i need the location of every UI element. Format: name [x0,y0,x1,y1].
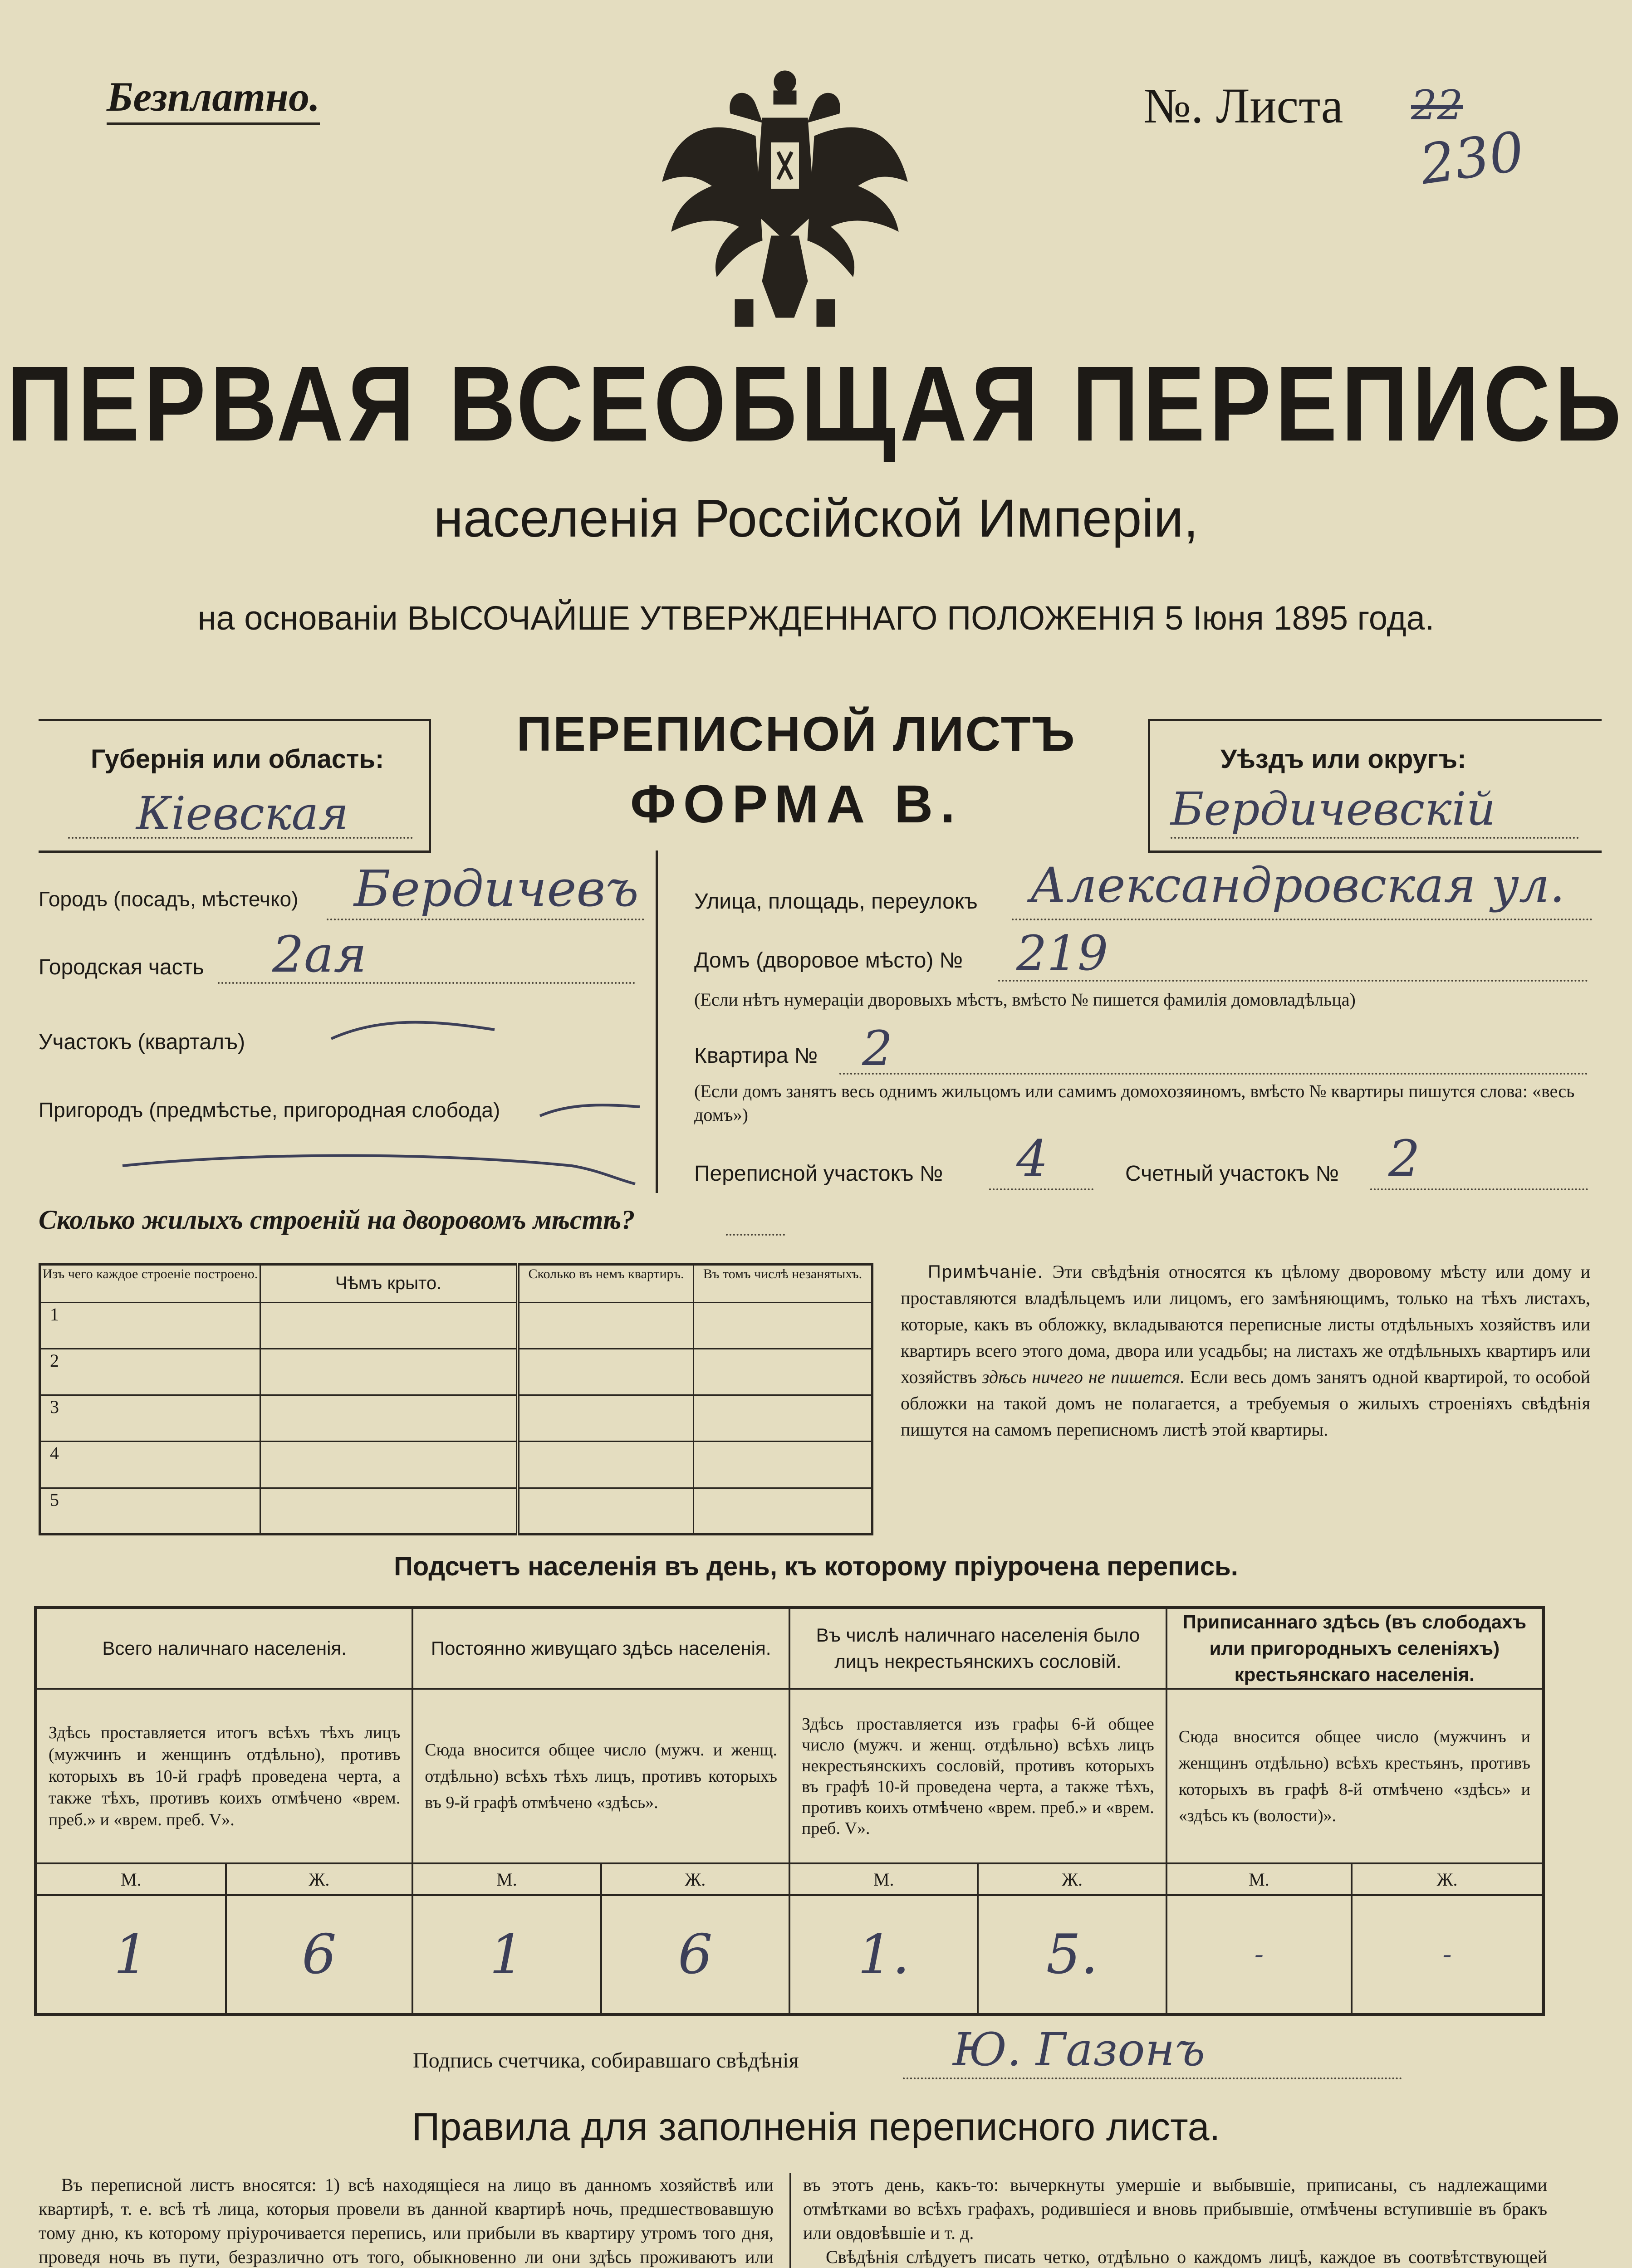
sheet-number-label: №. Листа [1143,78,1343,133]
building-row-number: 1 [40,1302,260,1349]
count-area-label: Счетный участокъ № [1125,1162,1339,1186]
census-area-value: 4 [1016,1129,1048,1188]
building-row-number: 2 [40,1349,260,1395]
buildings-question: Сколько жилыхъ строеній на дворовомъ мѣстѣ? [39,1205,635,1235]
apartment-value: 2 [862,1021,893,1076]
note-text: Эти свѣдѣнія относятся къ цѣлому дворовому мѣсту или дому и проставляются владѣльцемъ или лицомъ, его замѣняющимъ, только на тѣхъ листахъ, которые, какъ въ обложку, вкладываются переписные листы отдѣльныхъ хозяйствъ или квартиръ всего этого дома, двора или усадьбы; на листахъ же отдѣльныхъ квартиръ или хозяйствъ [901,1261,1590,1387]
note-italic: здѣсь ничего не пишется. [982,1367,1185,1387]
tally-title: Подсчетъ населенія въ день, къ которому пріурочена перепись. [394,1552,1238,1581]
rules-left-column [39,2173,774,2268]
house-label: Домъ (дворовое мѣсто) № [694,948,963,973]
sheet-number [1143,77,1552,197]
dash-mark [118,1139,640,1188]
tally-desc-total: Здѣсь проставляется итогъ всѣхъ тѣхъ лицъ (мужчинъ и женщинъ отдѣльно), противъ которыхъ въ 10-й графѣ проведена черта, а также тѣхъ, противъ коихъ отмѣчено «врем. преб.» и «врем. преб. V». [36,1689,413,1863]
dash-mark [327,1012,499,1052]
house-note: (Если нѣтъ нумераціи дворовыхъ мѣстъ, вмѣсто № пишется фамилія домовладѣльца) [694,989,1356,1010]
tally-table [34,1606,1545,2016]
tally-head-non-peasant: Въ числѣ наличнаго населенія было лицъ некрестьянскихъ сословій. [789,1608,1166,1689]
col-unoccupied-header: Въ томъ числѣ незанятыхъ. [694,1265,872,1303]
gubernia-value: Кіевская [136,787,349,840]
tally-value-f: 5. [978,1895,1166,2015]
tally-value-f: - [1352,1895,1543,2015]
count-area-value: 2 [1388,1129,1420,1188]
city-part-value: 2ая [272,925,367,983]
col-material-header: Изъ чего каждое строеніе построено. [40,1265,260,1303]
m-label: М. [412,1863,601,1895]
uezd-label: Уѣздъ или округъ: [1220,744,1466,774]
gubernia-label: Губернія или область: [91,744,384,774]
tally-desc-peasant: Сюда вносится общее число (мужчинъ и женщинъ отдѣльно) всѣхъ крестьянъ, противъ которыхъ въ графѣ 8-й отмѣчено «здѣсь» и «здѣсь къ (волости)». [1166,1689,1544,1863]
note-block [901,1259,1590,1443]
tally-head-peasant: Приписаннаго здѣсь (въ слободахъ или пригородныхъ селеніяхъ) крестьянскаго населенія. [1166,1608,1544,1689]
building-row-number: 4 [40,1442,260,1488]
tally-value-m: 1 [36,1895,226,2015]
free-label: Безплатно. [107,73,320,125]
uezd-value: Бердичевскій [1171,782,1496,836]
buildings-table [39,1263,873,1535]
tally-value-f: 6 [226,1895,413,2015]
apartment-note: (Если домъ занятъ весь однимъ жильцомъ или самимъ домохозяиномъ, вмѣсто № квартиры пишутся слова: «весь домъ») [694,1081,1575,1125]
tally-value-m: - [1166,1895,1352,2015]
city-label: Городъ (посадъ, мѣстечко) [39,887,299,911]
signature-label: Подпись счетчика, собиравшаго свѣдѣнія [413,2048,799,2072]
street-value: Александровская ул. [1030,857,1565,913]
note-head: Примѣчаніе. [928,1262,1044,1282]
tally-head-permanent: Постоянно живущаго здѣсь населенія. [412,1608,789,1689]
legal-basis: на основаніи ВЫСОЧАЙШЕ УТВЕРЖДЕННАГО ПОЛОЖЕНІЯ 5 Іюня 1895 года. [197,599,1435,637]
apartment-label: Квартира № [694,1044,818,1068]
suburb-label: Пригородъ (предмѣстье, пригородная слобода) [39,1098,500,1122]
f-label: Ж. [1352,1863,1543,1895]
f-label: Ж. [601,1863,789,1895]
col-apartments-header: Сколько въ немъ квартиръ. [518,1265,694,1303]
rules-left-paragraph: Въ переписной листъ вносятся: 1) всѣ находящіеся на лицо въ данномъ хозяйствѣ или квартирѣ, т. е. всѣ тѣ лица, которыя провели въ данной квартирѣ ночь, предшествовавшую тому дню, къ которому пріурочивается перепись, или прибыли въ квартиру утромъ того дня, проведя ночь въ пути, безразлично отъ того, обыкновенно ли они здѣсь проживаютъ или [39,2175,774,2267]
note-text-2: Если весь домъ занятъ одной квартирой, то особой обложки на такой домъ не полагается, а требуемыя о жилыхъ строеніяхъ свѣдѣнія пишутся на самомъ переписномъ листѣ этой квартиры. [901,1367,1591,1440]
double-headed-eagle-icon [658,64,912,331]
rules-right-paragraph: Свѣдѣнія слѣдуетъ писать четко, отдѣльно о каждомъ лицѣ, каждое въ соотвѣтствующей [826,2247,1547,2267]
tally-head-total: Всего наличнаго населенія. [36,1608,413,1689]
tally-desc-permanent: Сюда вносится общее число (мужч. и женщ. отдѣльно) всѣхъ тѣхъ лицъ, противъ которыхъ въ 9-й графѣ отмѣчено «здѣсь». [412,1689,789,1863]
tally-value-m: 1. [789,1895,978,2015]
tally-desc-non-peasant: Здѣсь проставляется изъ графы 6-й общее число (мужч. и женщ. отдѣльно) всѣхъ лицъ некрестьянскихъ сословій, противъ которыхъ въ графѣ 10-й проведена черта, а также тѣхъ, противъ коихъ отмѣчено «врем. преб.» и «врем. преб. V». [789,1689,1166,1863]
f-label: Ж. [226,1863,413,1895]
form-center-form: ФОРМА В. [630,774,962,834]
city-value: Бердичевъ [354,860,639,918]
m-label: М. [36,1863,226,1895]
f-label: Ж. [978,1863,1166,1895]
form-center-title: ПЕРЕПИСНОЙ ЛИСТЪ [516,706,1076,761]
city-part-label: Городская часть [39,955,204,979]
area-label: Участокъ (кварталъ) [39,1030,245,1054]
signature-value: Ю. Газонъ [953,2023,1206,2076]
dash-mark [535,1098,644,1125]
building-row-number: 3 [40,1395,260,1442]
street-label: Улица, площадь, переулокъ [694,890,978,914]
tally-value-m: 1 [412,1895,601,2015]
sheet-number-struck: 22 [1411,82,1463,129]
house-value: 219 [1016,925,1108,981]
m-label: М. [789,1863,978,1895]
col-roof-header: Чѣмъ крыто. [260,1265,518,1303]
census-area-label: Переписной участокъ № [694,1162,943,1186]
rules-right-paragraph: въ этотъ день, какъ-то: вычеркнуты умершіе и выбывшіе, приписаны, съ надлежащими отмѣтками во всѣхъ графахъ, родившіеся и вновь прибывшіе, отмѣчены вступившіе въ бракъ или овдовѣвшіе и т. д. [803,2175,1547,2243]
sheet-number-handwritten: 230 [1416,120,1528,197]
rules-right-column [803,2173,1547,2268]
m-label: М. [1166,1863,1352,1895]
sub-title: населенія Россійской Имперіи, [433,489,1199,548]
building-row-number: 5 [40,1488,260,1534]
tally-value-f: 6 [601,1895,789,2015]
rules-title: Правила для заполненія переписного листа. [412,2105,1220,2149]
main-title: ПЕРВАЯ ВСЕОБЩАЯ ПЕРЕПИСЬ [6,344,1626,464]
